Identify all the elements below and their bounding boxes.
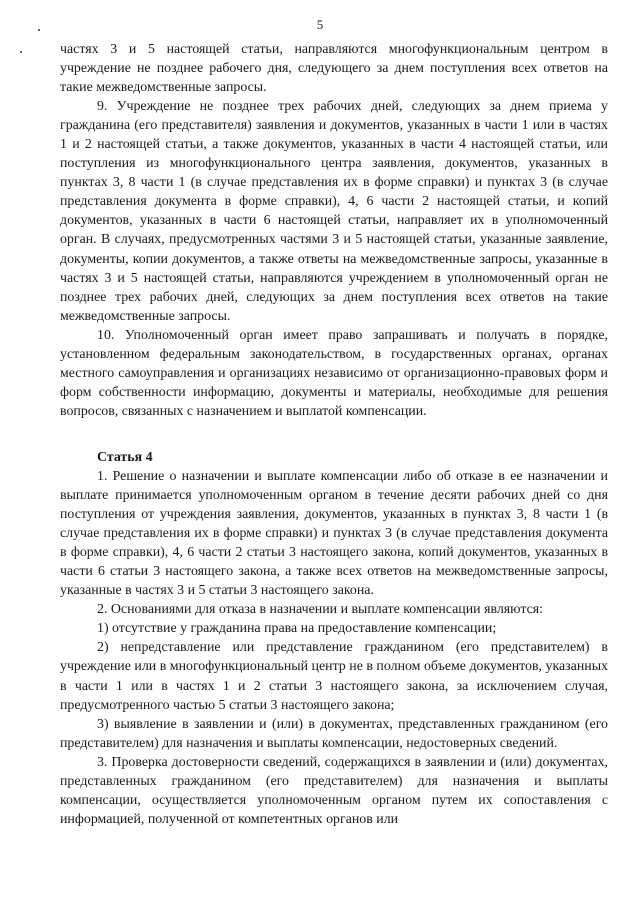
article-subitem-1: 1) отсутствие у гражданина права на предоставление компенсации; [97,621,497,637]
article-heading: Статья 4 [97,449,153,465]
document-body [60,40,608,829]
scan-speck [20,51,22,53]
paragraph-item-10: 10. Уполномоченный орган имеет право запрашивать и получать в порядке, установленном федеральным законодательством, в государственных органах, органах местного самоуправления и организациях независимо от организационно-правовых форм и форм собственности информацию, документы и материалы, необходимые для решения вопросов, связанных с назначением и выплатой компенсации. [60,327,608,419]
article-paragraph-2: 2. Основаниями для отказа в назначении и выплате компенсации являются: [97,602,543,618]
article-paragraph-3: 3. Проверка достоверности сведений, содержащихся в заявлении и (или) документах, представленных гражданином (его представителем) для назначения и выплаты компенсации, осуществляется уполномоченным органом путем их сопоставления с информацией, полученной от компетентных органов или [60,754,608,827]
page-number: 5 [316,17,324,32]
paragraph-continuation: частях 3 и 5 настоящей статьи, направляются многофункциональным центром в учреждение не позднее рабочего дня, следующего за днем поступления всех ответов на такие межведомственные запросы. [60,42,608,96]
scan-speck [38,29,40,31]
article-subitem-3: 3) выявление в заявлении и (или) в документах, представленных гражданином (его представителем) для назначения и выплаты компенсации, недостоверных сведений. [60,716,608,751]
article-subitem-2: 2) непредставление или представление гражданином (его представителем) в учреждение или в многофункциональный центр не в полном объеме документов, указанных в части 1 или в частях 1 и 2 статьи 3 настоящего закона, за исключением случая, предусмотренного частью 5 статьи 3 настоящего закона; [60,640,608,713]
paragraph-item-9: 9. Учреждение не позднее трех рабочих дней, следующих за днем приема у гражданина (его представителя) заявления и документов, указанных в части 1 или в частях 1 и 2 настоящей статьи, а также документов, указанных в части 4 настоящей статьи, или поступления из многофункционального центра заявления, документов, указанных в пунктах 3, 8 части 1 (в случае представления их в форме справки) и пунктах 3 (в случае представления документа в форме справки), 4, 6 части 2 настоящей статьи, и копий документов, указанных в части 6 настоящей статьи, направляет их в уполномоченный орган. В случаях, предусмотренных частями 3 и 5 настоящей статьи, указанные заявление, документы, копии документов, а также ответы на межведомственные запросы, указанные в частях 3 и 5 настоящей статьи, направляются учреждением в уполномоченный орган не позднее трех рабочих дней, следующих за днем поступления всех ответов на такие межведомственные запросы. [60,99,608,324]
article-paragraph-1: 1. Решение о назначении и выплате компенсации либо об отказе в ее назначении и выплате принимается уполномоченным органом в течение десяти рабочих дней со дня поступления от учреждения заявления, документов, указанных в пунктах 3, 8 части 1 (в случае представления их в форме справки) и пунктах 3 (в случае представления документа в форме справки), 4, 6 части 2 статьи 3 настоящего закона, копий документов, указанных в части 6 статьи 3 настоящего закона, а также всех ответов на межведомственные запросы, указанные в частях 3 и 5 статьи 3 настоящего закона. [60,468,608,599]
